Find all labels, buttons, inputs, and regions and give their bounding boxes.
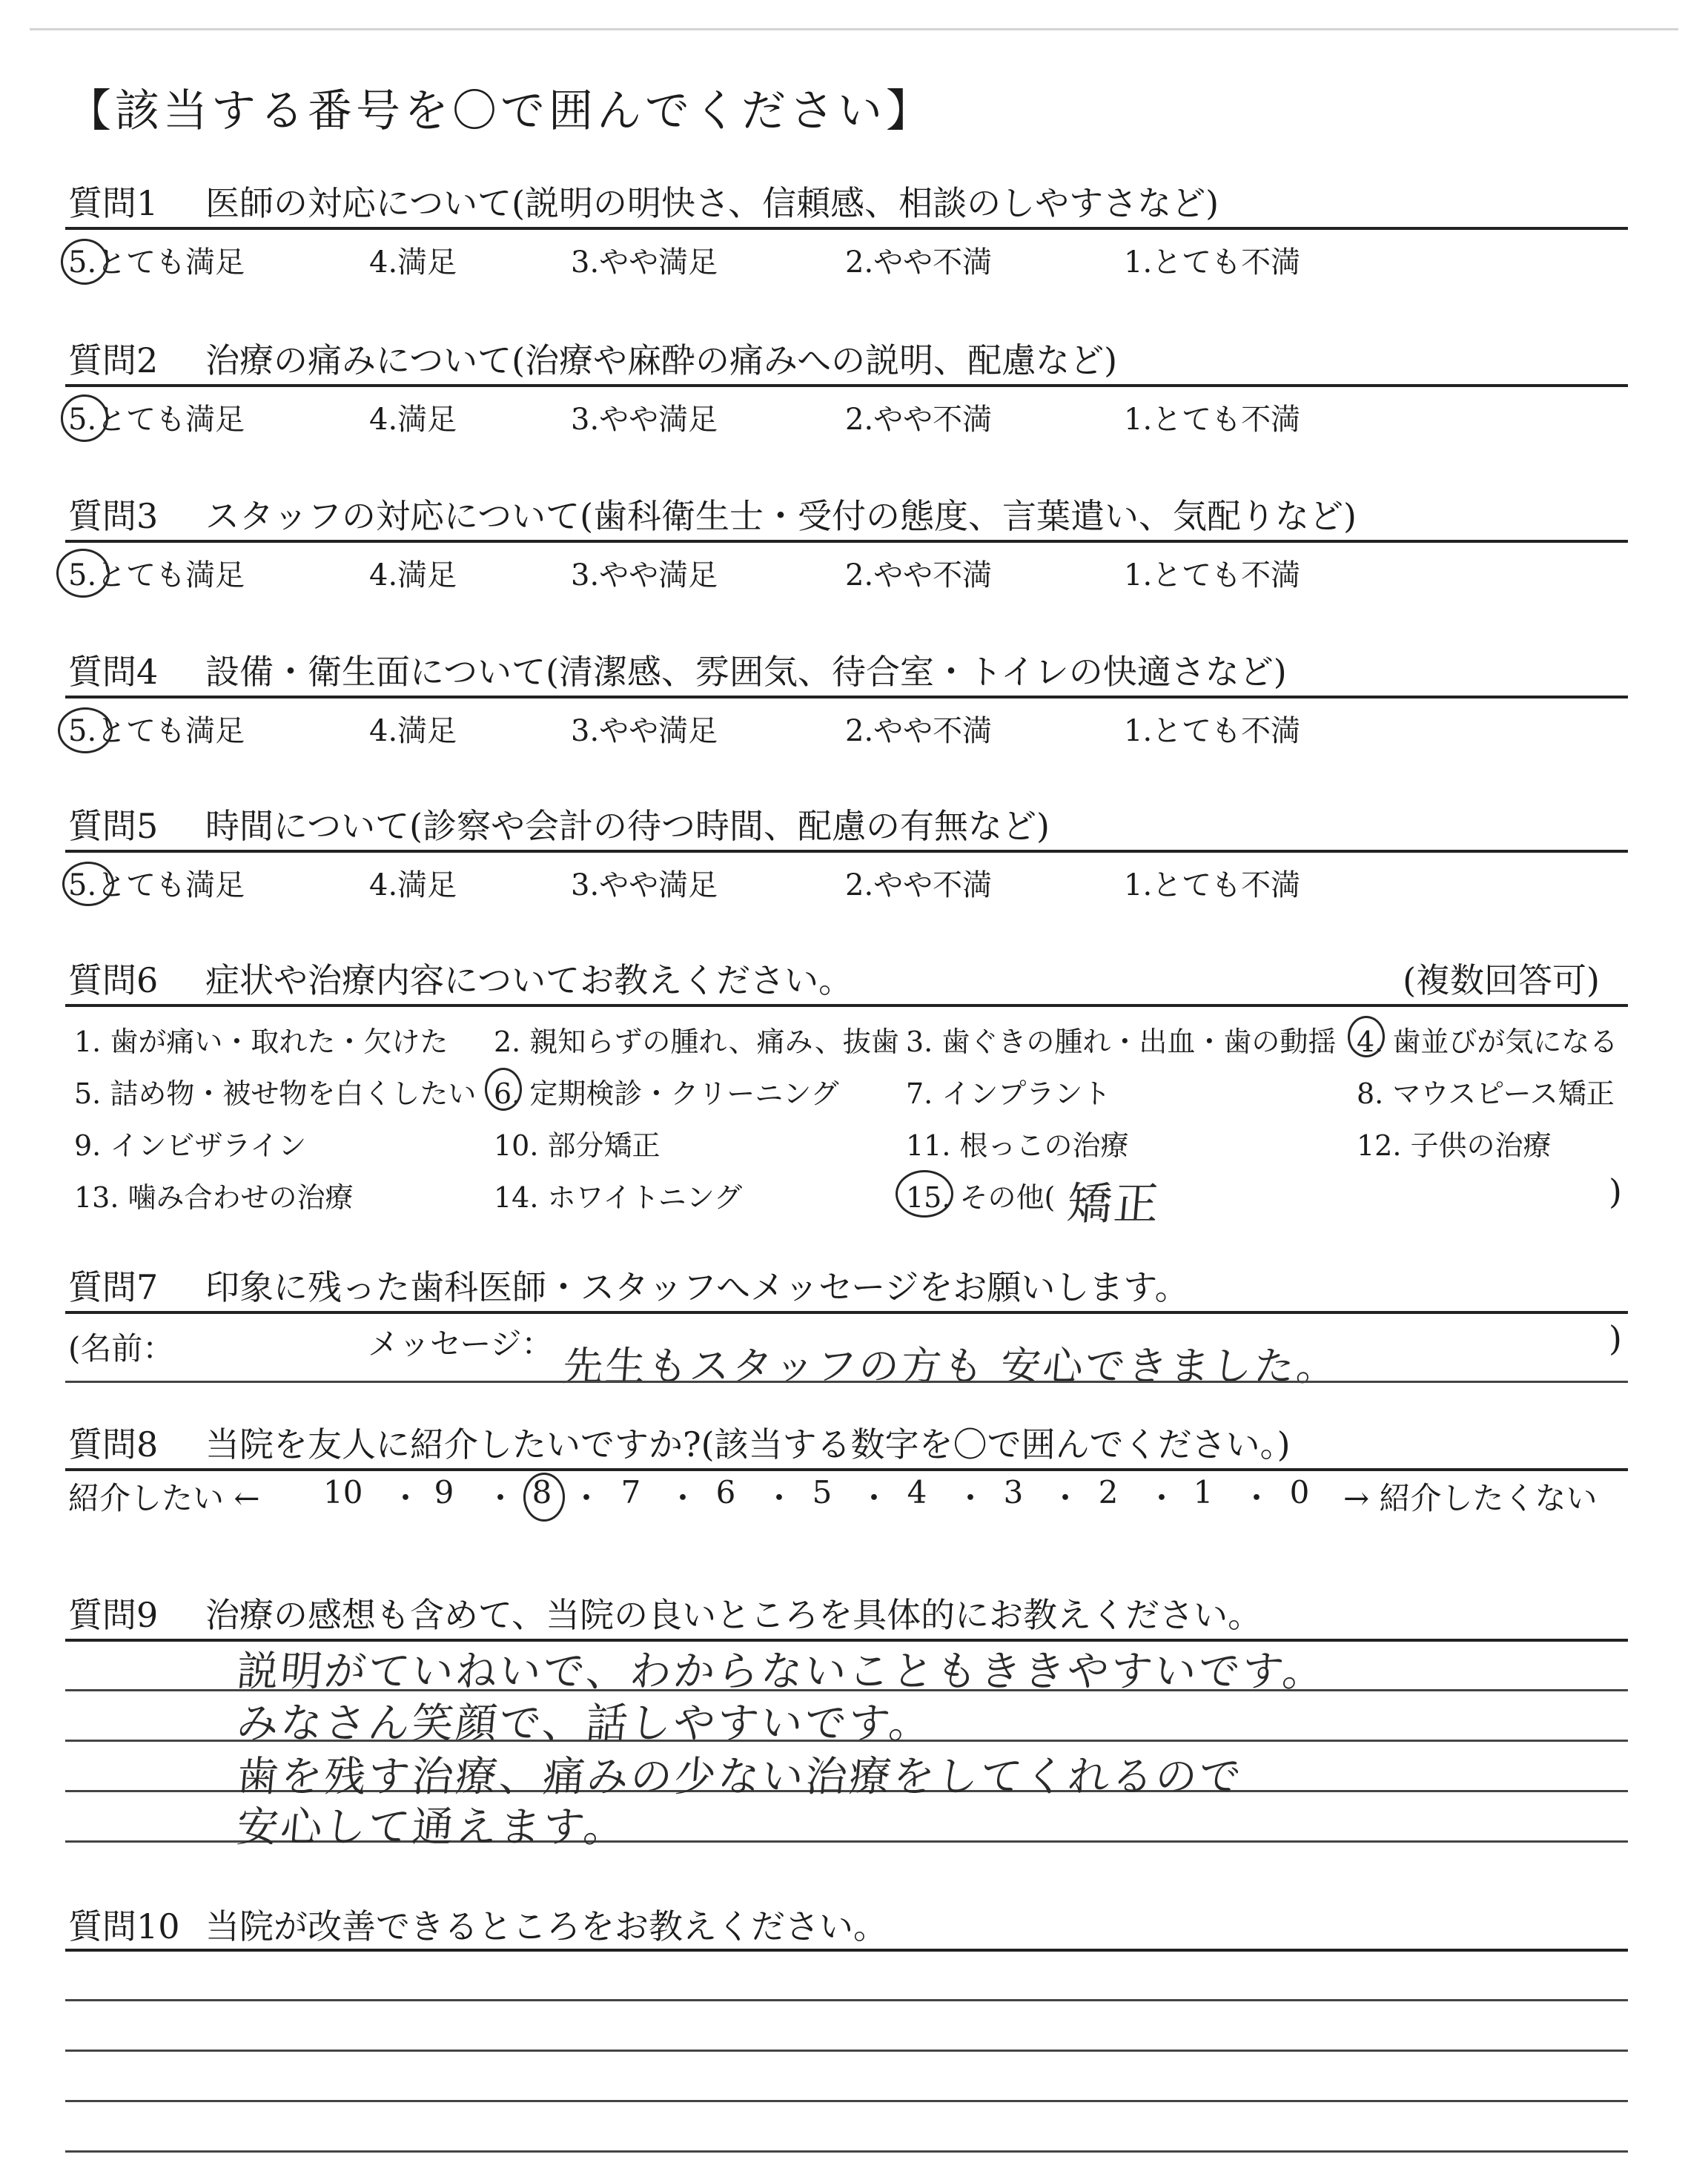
q9-answer-line-1[interactable]: 説明がていねいで、わからないこともききやすいです。 (234, 1648, 1328, 1696)
q8-separator: ・ (955, 1480, 987, 1516)
question-6-heading (68, 954, 1625, 1003)
q2-option-5[interactable]: 5.とても満足 (68, 403, 245, 437)
q8-value-5[interactable]: 5 (812, 1474, 833, 1510)
q3-option-4[interactable]: 4.満足 (369, 558, 457, 592)
q8-value-3[interactable]: 3 (1003, 1474, 1024, 1510)
q8-separator: ・ (764, 1480, 795, 1516)
q8-separator: ・ (1146, 1480, 1178, 1516)
q3-selection-circle (56, 549, 110, 598)
question-8-number: 質問8 (68, 1424, 159, 1464)
q8-separator: ・ (858, 1480, 890, 1516)
q6-option-15-circle (896, 1170, 953, 1218)
q6-option-4[interactable]: 4. 歯並びが気になる (1357, 1025, 1618, 1058)
q7-message-text[interactable]: 先生もスタッフの方も 安心できました。 (560, 1343, 1341, 1390)
q8-left-label: 紹介したい ← (68, 1480, 260, 1516)
q5-option-4[interactable]: 4.満足 (369, 868, 457, 902)
q10-answer-line (65, 1999, 1628, 2001)
q8-value-4[interactable]: 4 (907, 1474, 927, 1510)
question-3-number: 質問3 (68, 496, 159, 536)
q8-separator: ・ (485, 1480, 517, 1516)
q8-separator: ・ (1050, 1480, 1082, 1516)
q6-option-10[interactable]: 10. 部分矯正 (494, 1129, 661, 1162)
question-7-number: 質問7 (68, 1267, 159, 1307)
question-1-number: 質問1 (68, 183, 159, 223)
q8-value-9[interactable]: 9 (434, 1474, 454, 1510)
q3-option-3[interactable]: 3.やや満足 (571, 558, 718, 592)
q5-option-2[interactable]: 2.やや不満 (845, 868, 993, 902)
q3-option-1[interactable]: 1.とても不満 (1124, 558, 1301, 592)
q8-value-6[interactable]: 6 (715, 1474, 736, 1510)
q6-option-9[interactable]: 9. インビザライン (74, 1129, 307, 1162)
question-9-text: 治療の感想も含めて、当院の良いところを具体的にお教えください。 (205, 1595, 1262, 1635)
q8-value-2[interactable]: 2 (1098, 1474, 1119, 1510)
question-4-rule (65, 696, 1628, 698)
q2-option-4[interactable]: 4.満足 (369, 403, 457, 437)
q6-option-5[interactable]: 5. 詰め物・被せ物を白くしたい (74, 1077, 477, 1110)
question-1-heading (68, 176, 1625, 225)
q7-name-label: (名前： (68, 1330, 174, 1367)
q6-other-answer[interactable]: 矯正 (1065, 1178, 1163, 1230)
question-4-heading (68, 645, 1625, 694)
q6-option-6-circle (485, 1068, 522, 1111)
question-8-heading (68, 1418, 1625, 1467)
q8-selection-circle (523, 1473, 565, 1522)
question-3-text: スタッフの対応について(歯科衛生士・受付の態度、言葉遣い、気配りなど) (205, 496, 1357, 536)
top-border (30, 28, 1678, 30)
q2-option-1[interactable]: 1.とても不満 (1124, 403, 1301, 437)
q6-other-close-paren: ) (1609, 1172, 1622, 1212)
q6-option-3[interactable]: 3. 歯ぐきの腫れ・出血・歯の動揺 (906, 1025, 1337, 1058)
question-9-number: 質問9 (68, 1595, 159, 1635)
q5-selection-circle (62, 862, 114, 906)
q1-option-3[interactable]: 3.やや満足 (571, 245, 718, 280)
q3-option-5[interactable]: 5.とても満足 (68, 558, 245, 592)
q4-option-1[interactable]: 1.とても不満 (1124, 714, 1301, 748)
question-6-text: 症状や治療内容についてお教えください。 (205, 960, 853, 1000)
q6-option-1[interactable]: 1. 歯が痛い・取れた・欠けた (74, 1025, 448, 1058)
q6-option-2[interactable]: 2. 親知らずの腫れ、痛み、抜歯 (494, 1025, 899, 1058)
q8-right-label: → 紹介したくない (1343, 1480, 1598, 1516)
q9-answer-line-2[interactable]: みなさん笑顔で、話しやすいです。 (234, 1700, 935, 1748)
question-10-number: 質問10 (68, 1906, 180, 1946)
q7-message-label: メッセージ： (368, 1326, 553, 1362)
q2-selection-circle (61, 394, 108, 442)
q6-option-11[interactable]: 11. 根っこの治療 (906, 1129, 1129, 1162)
q6-option-15[interactable]: 15. その他( (906, 1181, 1056, 1214)
question-7-text: 印象に残った歯科医師・スタッフへメッセージをお願いします。 (205, 1267, 1189, 1307)
q5-option-5[interactable]: 5.とても満足 (68, 868, 245, 902)
q6-option-4-circle (1348, 1016, 1385, 1057)
question-4-number: 質問4 (68, 652, 159, 692)
question-5-rule (65, 850, 1628, 853)
q5-option-3[interactable]: 3.やや満足 (571, 868, 718, 902)
question-2-number: 質問2 (68, 340, 159, 380)
question-2-heading (68, 334, 1625, 383)
question-7-heading (68, 1261, 1625, 1309)
question-6-number: 質問6 (68, 960, 159, 1000)
q8-value-0[interactable]: 0 (1289, 1474, 1310, 1510)
q6-option-13[interactable]: 13. 噛み合わせの治療 (74, 1181, 354, 1214)
q10-answer-line (65, 2100, 1628, 2102)
q1-option-4[interactable]: 4.満足 (369, 245, 457, 280)
q8-separator: ・ (1241, 1480, 1273, 1516)
q9-answer-line-4[interactable]: 安心して通えます。 (234, 1803, 629, 1852)
question-9-heading (68, 1588, 1625, 1637)
q8-value-1[interactable]: 1 (1193, 1474, 1214, 1510)
q4-option-2[interactable]: 2.やや不満 (845, 714, 993, 748)
q4-option-3[interactable]: 3.やや満足 (571, 714, 718, 748)
q8-separator: ・ (390, 1480, 422, 1516)
question-4-text: 設備・衛生面について(清潔感、雰囲気、待合室・トイレの快適さなど) (205, 652, 1287, 692)
q10-answer-line (65, 2050, 1628, 2052)
question-8-rule (65, 1468, 1628, 1471)
question-10-rule (65, 1949, 1628, 1952)
question-6-rule (65, 1004, 1628, 1007)
q7-message-line (65, 1381, 1628, 1383)
q6-option-8[interactable]: 8. マウスピース矯正 (1357, 1077, 1615, 1110)
question-1-rule (65, 227, 1628, 230)
question-6-note: (複数回答可) (1403, 960, 1600, 1000)
question-5-text: 時間について(診察や会計の待つ時間、配慮の有無など) (205, 806, 1050, 846)
q9-answer-line-3[interactable]: 歯を残す治療、痛みの少ない治療をしてくれるので (234, 1753, 1245, 1801)
q8-separator: ・ (667, 1480, 699, 1516)
question-3-heading (68, 489, 1625, 538)
q1-selection-circle (61, 239, 108, 285)
question-2-text: 治療の痛みについて(治療や麻酔の痛みへの説明、配慮など) (205, 340, 1118, 380)
question-7-rule (65, 1311, 1628, 1314)
q3-option-2[interactable]: 2.やや不満 (845, 558, 993, 592)
q8-separator: ・ (571, 1480, 603, 1516)
question-1-text: 医師の対応について(説明の明快さ、信頼感、相談のしやすさなど) (205, 183, 1219, 223)
question-3-rule (65, 540, 1628, 543)
q8-value-7[interactable]: 7 (620, 1474, 641, 1510)
q8-value-8[interactable]: 8 (532, 1474, 552, 1510)
q6-option-6[interactable]: 6. 定期検診・クリーニング (494, 1077, 839, 1110)
q7-close-paren: ) (1609, 1318, 1622, 1358)
question-2-rule (65, 384, 1628, 387)
q1-option-5[interactable]: 5.とても満足 (68, 245, 245, 280)
q2-option-2[interactable]: 2.やや不満 (845, 403, 993, 437)
q1-option-1[interactable]: 1.とても不満 (1124, 245, 1301, 280)
q8-value-10[interactable]: 10 (323, 1474, 363, 1510)
q6-option-12[interactable]: 12. 子供の治療 (1357, 1129, 1552, 1162)
question-5-heading (68, 799, 1625, 848)
page-title: 【該当する番号を〇で囲んでください】 (67, 85, 934, 137)
q4-option-4[interactable]: 4.満足 (369, 714, 457, 748)
question-10-heading (68, 1900, 1625, 1949)
q1-option-2[interactable]: 2.やや不満 (845, 245, 993, 280)
question-5-number: 質問5 (68, 806, 159, 846)
q6-option-14[interactable]: 14. ホワイトニング (494, 1181, 743, 1214)
q4-option-5[interactable]: 5.とても満足 (68, 714, 245, 748)
q4-selection-circle (58, 707, 113, 753)
question-10-text: 当院が改善できるところをお教えください。 (205, 1906, 887, 1946)
q5-option-1[interactable]: 1.とても不満 (1124, 868, 1301, 902)
q2-option-3[interactable]: 3.やや満足 (571, 403, 718, 437)
q10-answer-line (65, 2150, 1628, 2153)
q6-option-7[interactable]: 7. インプラント (906, 1077, 1111, 1110)
question-8-text: 当院を友人に紹介したいですか?(該当する数字を〇で囲んでください。) (205, 1424, 1291, 1464)
